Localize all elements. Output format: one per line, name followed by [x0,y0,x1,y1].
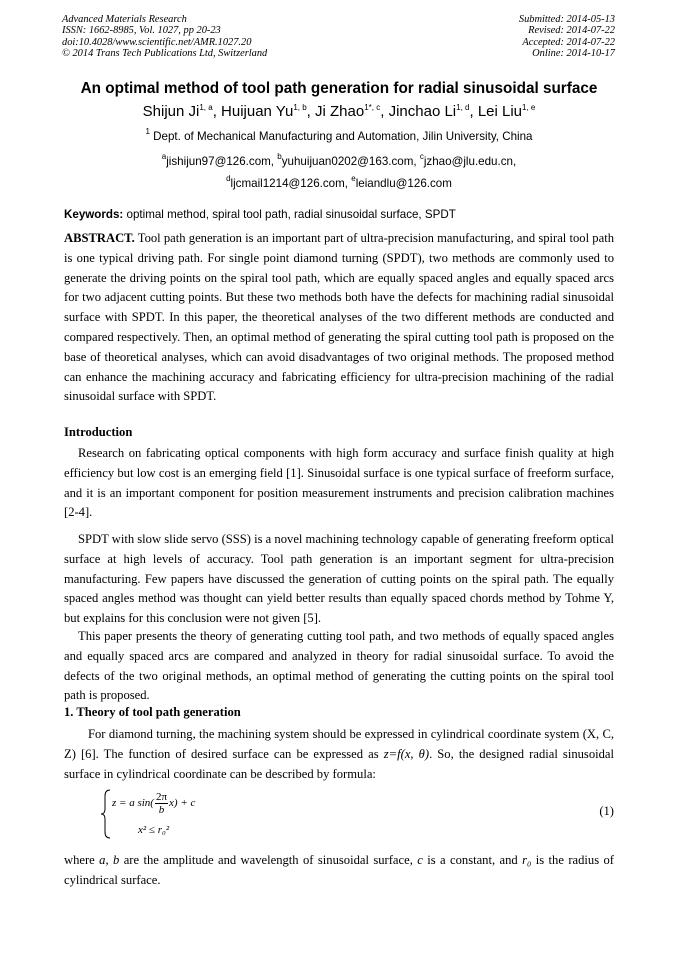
email-d: ljcmail1214@126.com, [230,177,348,190]
abstract [64,229,614,407]
surface-function: z=f(x, θ) [383,746,430,761]
email-mark: a [161,152,167,161]
email-mark: b [277,152,282,161]
equation-fraction [155,791,168,816]
var-r0: r₀ [522,853,532,867]
author-affil-mark: 1, b [293,103,307,112]
var-c: c [417,853,423,867]
where-paragraph [64,851,614,891]
journal-header-right [519,14,615,60]
equation-line-2 [138,824,169,836]
submitted-date: Submitted: 2014-05-13 [518,14,615,25]
issn-line: ISSN: 1662-8985, Vol. 1027, pp 20-23 [62,25,221,37]
online-date: Online: 2014-10-17 [532,48,615,60]
author-name: Ji Zhao [315,103,365,120]
equation-constraint: x² ≤ r₀² [138,824,170,836]
author-list [0,103,678,120]
author-separator: , [469,103,478,120]
section-heading-1: 1. Theory of tool path generation [64,705,241,719]
affiliation-mark: 1 [145,127,150,136]
intro-paragraph-2: SPDT with slow slide servo (SSS) is a novel machining technology capable of generating freeform optical surface at high levels of accuracy. Tool path generation is an important segment for ultra-precision manufacturing. Few papers have discussed the generation of cutting points on the spiral path. The equally spaced angles method was thought can yield better results than equally spaced chords method by Tohme Y, but explains for this conclusion were not given [5]. [64,532,614,626]
intro-paragraph-1: Research on fabricating optical components with high form accuracy and surface finish quality at high efficiency but low cost is an emerging field [1]. Sinusoidal surface is one typical surface of freeform surface, and it is an important component for position measurement instruments and precision calibration machines [2-4]. [64,446,614,520]
email-mark: e [351,174,356,183]
doi-line: doi:10.4028/www.scientific.net/AMR.1027.20 [62,36,252,48]
keywords [64,208,616,221]
revised-date: Revised: 2014-07-22 [528,25,615,37]
author-separator: , [306,103,316,120]
where-text: where [64,853,100,867]
abstract-label: ABSTRACT. [64,231,135,245]
paper-title: An optimal method of tool path generation for radial sinusoidal surface [80,80,598,97]
equation-line-1 [112,791,195,816]
equation-rhs: x) + c [169,797,196,810]
section1-text: . So, the designed radial sinusoidal surface in cylindrical coordinate can be described by formula: [64,746,615,781]
email-b: yuhuijuan0202@163.com, [281,155,417,168]
copyright-line: © 2014 Trans Tech Publications Ltd, Switzerland [62,48,268,60]
where-text: is the radius of cylindrical surface. [64,853,614,887]
author-affil-mark: 1*, c [364,103,381,112]
equation-lhs: z = a sin( [112,797,154,810]
author-separator: , [380,103,389,120]
author-name: Lei Liu [477,103,523,120]
var-b: b [113,853,120,867]
equation-number: (1) [599,804,614,818]
author-affil-mark: 1, d [456,103,470,112]
email-mark: c [419,152,424,161]
email-mark: d [226,174,231,183]
where-text: are the amplitude and wavelength of sinusoidal surface, [119,853,418,867]
where-text: , [105,853,113,867]
accepted-date: Accepted: 2014-07-22 [522,36,615,48]
abstract-text: Tool path generation is an important part of ultra-precision manufacturing, and spiral tool path is one typical driving path. For single point diamond turning (SPDT), two methods are commonly used to generate the driving points on the spiral tool path, which are equally spaced angles and equally spaced arcs for two adjacent cutting points. But these two methods both have the defects for machining radial sinusoidal surface with SPDT. In this paper, the theoretical analyses of the two different methods are conducted and compared respectively. Then, an optimal method of generating the spiral cutting tool path is proposed on the base of theoretical analyses, which can avoid disadvantages of two original methods. The proposed method can enhance the machining accuracy and fabricating efficiency for ultra-precision machining of the radial sinusoidal surface with SPDT. [64,231,614,404]
equation-brace [100,788,112,840]
section1-text: For diamond turning, the machining system should be expressed in cylindrical coordinate system (X, C, Z) [6]. The function of desired surface can be expressed as [64,727,614,761]
affiliation [0,127,678,143]
fraction-numerator: 2π [155,791,168,803]
intro-paragraph-3: This paper presents the theory of generating cutting tool path, and two methods of equally spaced angles and equally spaced arcs are compared and analyzed in theory for radial sinusoidal surface. To avoid the defects of the two original methods, an optimal method of generating the cutting points on the spiral tool path is proposed. [64,629,614,703]
section-heading-introduction: Introduction [64,425,133,439]
author-separator: , [212,103,222,120]
author-name: Huijuan Yu [221,103,294,120]
email-c: jzhao@jlu.edu.cn, [423,155,517,168]
author-affil-mark: 1, a [199,103,213,112]
email-a: jishijun97@126.com, [166,155,275,168]
email-line-1 [0,152,678,168]
email-line-2 [0,174,678,190]
section1-paragraph [64,725,614,784]
journal-header-left [62,14,267,60]
where-text: is a constant, and [422,853,523,867]
affiliation-text: Dept. of Mechanical Manufacturing and Automation, Jilin University, China [149,130,533,143]
var-a: a [99,853,106,867]
equation-1 [100,788,620,840]
author-name: Jinchao Li [388,103,457,120]
author-name: Shijun Ji [142,103,200,120]
journal-name: Advanced Materials Research [62,14,187,25]
keywords-text: optimal method, spiral tool path, radial sinusoidal surface, SPDT [123,208,456,221]
email-e: leiandlu@126.com [355,177,452,190]
keywords-label: Keywords: [64,208,124,221]
fraction-denominator: b [158,804,165,816]
author-affil-mark: 1, e [522,103,536,112]
